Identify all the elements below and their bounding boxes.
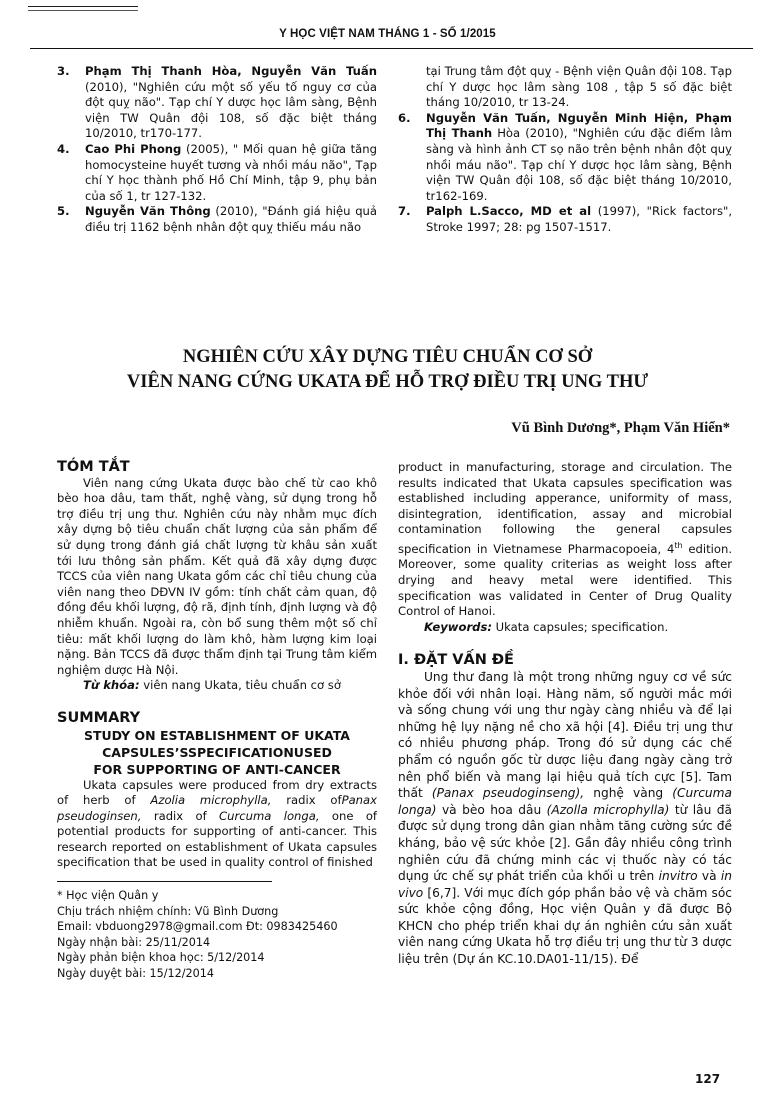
- abstract-vi-heading: TÓM TẮT: [57, 459, 130, 475]
- footnote: * Học viện Quân y Chịu trách nhiệm chính: Vũ Bình Dương Email: vbduong2978@gmail.com Đt: 0983425460 Ngày nhận bài: 25/11/2014 Ngày phản biện khoa học: 5/12/2014 Ngày duyệt bài: 15/12/2014: [57, 888, 377, 981]
- article-authors: Vũ Bình Dương*, Phạm Văn Hiển*: [511, 420, 730, 436]
- abstract-vi-body: Viên nang cứng Ukata được bào chế từ cao khô bèo hoa dâu, tam thất, nghệ vàng, sử dụng trong hỗ trợ điều trị ung thư. Nghiên cứu này nhằm mục đích xây dựng bộ tiêu chuẩn chất lượng của sản phẩm để sử dụng trong đánh giá chất lượng từ khâu sản xuất tới lưu thông sản phẩm. Kết quả đã xây dựng được TCCS của viên nang Ukata gồm các chỉ tiêu chung của viên nang theo DĐVN IV gồm: tính chất cảm quan, độ đồng đều khối lượng, độ rã, định tính, định lượng và độ nhiễm khuẩn. Ngoài ra, còn bổ sung thêm một số chỉ tiêu: mất khối lượng do làm khô, hàm lượng kim loại nặng. Bản TCCS đã được thẩm định tại Trung tâm kiểm nghiệm dược Hà Nội.: [57, 475, 377, 677]
- reference-authors: Palph L.Sacco, MD et al: [426, 204, 592, 219]
- left-column: [57, 460, 377, 981]
- scan-artifact-line: [28, 6, 138, 11]
- section-1-heading: I. ĐẶT VẤN ĐỀ: [398, 652, 514, 669]
- summary-body-part2: product in manufacturing, storage and circulation. The results indicated that Ukata capsules specification was established including apperance, uniformity of mass, disintegration, identification, assay and microbial contamination following the general capsules specification in Vietnamese Pharmacopoeia, 4th edition. Moreover, some quality criterias as weight loss after drying and heavy metal were identified. This specification was validated in Center of Drug Quality Control of Hanoi.: [398, 460, 733, 619]
- reference-authors: Phạm Thị Thanh Hòa, Nguyễn Văn Tuấn: [85, 64, 377, 78]
- summary-title: STUDY ON ESTABLISHMENT OF UKATA CAPSULES’SSPECIFICATIONUSED FOR SUPPORTING OF ANTI-CANCER: [84, 727, 350, 777]
- article-title: NGHIÊN CỨU XÂY DỰNG TIÊU CHUẨN CƠ SỞ VIÊN NANG CỨNG UKATA ĐỂ HỖ TRỢ ĐIỀU TRỊ UNG THƯ: [126, 347, 649, 392]
- reference-4: 4. Cao Phi Phong (2005), " Mối quan hệ giữa tăng homocysteine huyết tương và nhồi máu não", Tạp chí Y học thành phố Hồ Chí Minh, tập 9, phụ bản của số 1, tr 127-132.: [57, 141, 377, 203]
- summary-heading: SUMMARY: [57, 709, 141, 726]
- footnote-divider: [57, 881, 272, 882]
- reference-authors: Nguyễn Văn Thông: [85, 204, 211, 219]
- reference-7: 7. Palph L.Sacco, MD et al (1997), "Rick factors", Stroke 1997; 28: pg 1507-1517.: [398, 204, 733, 234]
- reference-5-start: 5. Nguyễn Văn Thông (2010), "Đánh giá hiệu quả điều trị 1162 bệnh nhân đột quỵ thiếu máu não: [57, 204, 378, 234]
- reference-3: 3. Phạm Thị Thanh Hòa, Nguyễn Văn Tuấn (2010), "Nghiên cứu một số yếu tố nguy cơ của đột quỵ não". Tạp chí Y dược học lâm sàng, Bệnh viện TW Quân đội 108, số đặc biệt tháng 10/2010, tr170-177.: [57, 64, 377, 141]
- summary-body-part1: Ukata capsules were produced from dry extracts of herb of Azolia microphylla, radix ofPanax pseudoginsen, radix of Curcuma longa, one of potential products for supporting of anti-cancer. This research reported on establishment of Ukata capsules specification that be used in quality control of finished: [57, 777, 377, 870]
- right-column: [398, 460, 732, 968]
- reference-6: 6. Nguyễn Văn Tuấn, Nguyễn Minh Hiện, Phạm Thị Thanh Hòa (2010), "Nghiên cứu đặc điểm lâm sàng và hình ảnh CT sọ não trên bệnh nhân đột quỵ nhồi máu não". Tạp chí Y dược học lâm sàng, Bệnh viện TW Quân đội 108, số đặc biệt tháng 10/2010, tr162-169.: [398, 110, 732, 203]
- references-right: [398, 64, 732, 236]
- header-divider: [30, 48, 753, 49]
- page-number: 127: [695, 1072, 721, 1086]
- contact-email: Email: vbduong2978@gmail.com Đt: 0983425460: [57, 920, 338, 934]
- references-left: [57, 64, 377, 236]
- reference-5-cont: tại Trung tâm đột quỵ - Bệnh viện Quân đội 108. Tạp chí Y dược học lâm sàng 108 , tập 5 số đặc biệt tháng 10/2010, tr 13-24.: [426, 64, 732, 110]
- reference-authors: Cao Phi Phong: [85, 141, 182, 156]
- reference-authors: Nguyễn Văn Tuấn, Nguyễn Minh Hiện, Phạm Thị Thanh: [426, 110, 732, 141]
- abstract-vi-keywords: Từ khóa: viên nang Ukata, tiêu chuẩn cơ sở: [83, 678, 341, 693]
- section-1-body: Ung thư đang là một trong những nguy cơ về sức khỏe đối với nhân loại. Hàng năm, số người mắc mới và sống chung với ung thư ngày càng nhiều và để lại những hệ lụy nặng nề cho xã hội [4]. Điều trị ung thư có nhiều phương pháp. Trong đó sử dụng các chế phẩm có nguồn gốc từ dược liệu đang ngày càng trở nên phổ biến và mang lại hiệu quả tích cực [5]. Tam thất (Panax pseudoginseng), nghệ vàng (Curcuma longa) và bèo hoa dâu (Azolla microphylla) từ lâu đã được sử dụng trong dân gian nhằm tăng cường sức đề kháng, bảo vệ sức khỏe [2]. Gần đây nhiều công trình nghiên cứu đã chứng minh các vị thuốc này có tác dụng ức chế sự phát triển của khối u trên invitro và in vivo [6,7]. Với mục đích góp phần bảo vệ và chăm sóc sức khỏe cộng đồng, Học viện Quân y đã được Bộ KHCN cho phép triển khai dự án nghiên cứu sản xuất viên nang cứng Ukata hỗ trợ điều trị ung thư từ 3 dược liệu trên (Dự án KC.10.DA01-11/15). Để: [398, 669, 732, 967]
- journal-header: Y HỌC VIỆT NAM THÁNG 1 - SỐ 1/2015: [279, 28, 496, 40]
- summary-keywords: Keywords: Ukata capsules; specification.: [424, 619, 669, 634]
